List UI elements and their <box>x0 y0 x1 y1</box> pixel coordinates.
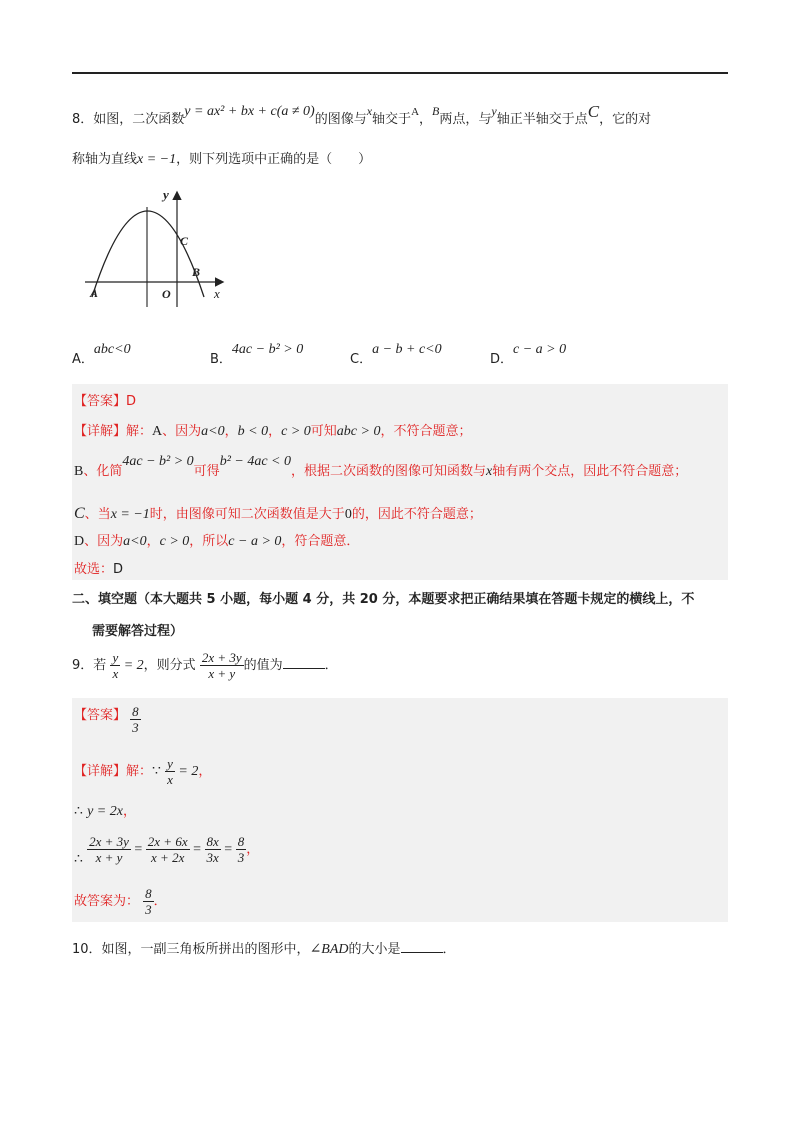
detail-label: 【详解】 <box>74 424 127 439</box>
option-label: D． <box>490 352 514 367</box>
option-label: A． <box>72 352 94 367</box>
text: 轴正半轴交于点 <box>496 112 588 127</box>
text: ， <box>122 804 136 819</box>
parabola-graph <box>80 185 230 310</box>
text: 若 <box>93 658 107 673</box>
text: ， <box>246 842 260 857</box>
equals: = <box>189 842 205 857</box>
text: ，则分式 <box>143 658 196 673</box>
math: c − a > 0 <box>228 534 282 549</box>
answer-label: 【答案】 <box>74 394 127 409</box>
text: ． <box>324 658 338 673</box>
denominator: x + y <box>95 850 123 865</box>
text: 轴交于 <box>372 112 412 127</box>
answer-blank[interactable] <box>283 656 325 669</box>
option-d <box>490 342 567 368</box>
numerator: y <box>112 650 119 665</box>
question-8-line2 <box>72 152 371 168</box>
text: 时，由图像可知二次函数值是大于 <box>149 507 345 522</box>
text: 称轴为直线 <box>72 152 138 167</box>
math: b < 0 <box>237 424 269 439</box>
question-number: 9． <box>72 658 94 673</box>
numerator: 2x + 3y <box>201 650 242 665</box>
fraction <box>236 834 247 865</box>
text: 轴有两个交点，因此不符合题意； <box>492 464 688 479</box>
fraction <box>146 834 190 865</box>
fraction <box>87 834 131 865</box>
text: 的值为 <box>243 658 283 673</box>
text: 的大小是 <box>348 942 401 957</box>
fraction-y-over-x <box>110 650 120 681</box>
graph-label-b: B <box>192 265 201 279</box>
answer-label: 【答案】 <box>74 708 127 723</box>
text: 解： <box>126 424 153 439</box>
top-rule <box>72 72 728 74</box>
graph-label-a: A <box>90 286 99 300</box>
numerator: 8 <box>145 886 152 901</box>
q9-detail-3 <box>74 834 259 865</box>
graph-label-x: x <box>214 286 220 301</box>
point-a: A <box>411 106 420 118</box>
math: = 2 <box>174 764 199 779</box>
q8-detail-b <box>74 454 688 480</box>
denominator: 3 <box>237 850 245 865</box>
question-8-line1 <box>72 102 652 128</box>
text: ， <box>198 764 212 779</box>
math: x = −1 <box>110 507 150 522</box>
math: x <box>486 464 493 479</box>
denominator: x <box>167 772 173 787</box>
text: ， <box>146 534 160 549</box>
math: 4ac − b² > 0 <box>122 454 194 469</box>
symmetry-axis-expression: x = −1 <box>137 152 177 167</box>
denominator: x <box>112 666 119 681</box>
text: 可知 <box>310 424 337 439</box>
text: ，所以 <box>189 534 229 549</box>
text: 故选： <box>74 562 114 577</box>
text: ， <box>268 424 282 439</box>
text: ，不符合题意； <box>380 424 472 439</box>
q9-answer <box>74 704 141 735</box>
point-c: C <box>587 102 600 121</box>
section-2-heading <box>72 592 694 608</box>
equals: = <box>220 842 236 857</box>
q9-detail-2 <box>74 804 136 820</box>
text: ，根据二次函数的图像可知函数与 <box>291 464 487 479</box>
therefore-symbol: ∴ <box>74 804 83 819</box>
text: 、因为 <box>162 424 202 439</box>
denominator: 3x <box>206 850 219 865</box>
q8-answer-block <box>72 384 728 580</box>
because-symbol: ∵ <box>152 764 161 779</box>
numerator: 8 <box>237 834 245 849</box>
option-expression: 4ac − b² > 0 <box>231 342 304 357</box>
fraction <box>165 756 175 787</box>
text: ， <box>224 424 238 439</box>
numerator: y <box>167 756 173 771</box>
denominator: x + 2x <box>151 850 185 865</box>
text: 故答案为： <box>74 894 140 909</box>
math: c > 0 <box>159 534 190 549</box>
text: 、化简 <box>83 464 123 479</box>
text: 如图，二次函数 <box>93 112 185 127</box>
function-expression: y = ax² + bx + c(a ≠ 0) <box>184 104 315 119</box>
text: 、当 <box>84 507 111 522</box>
fraction <box>205 834 221 865</box>
text: 的图像与 <box>314 112 367 127</box>
option-label: C． <box>350 352 373 367</box>
text: ，则下列选项中正确的是（ ） <box>176 152 372 167</box>
text: D <box>74 534 85 549</box>
therefore-symbol: ∴ <box>74 852 83 867</box>
q9-answer-block <box>72 698 728 922</box>
text: 如图，一副三角板所拼出的图形中， <box>101 942 310 957</box>
option-expression: a − b + c<0 <box>372 342 442 357</box>
option-c <box>350 342 442 368</box>
text: ，它的对 <box>599 112 652 127</box>
section-2-heading-cont <box>92 624 183 640</box>
numerator: 8 <box>132 704 139 719</box>
angle-bad: ∠BAD <box>309 942 349 957</box>
q9-final <box>74 886 167 917</box>
q8-detail-c <box>74 506 482 523</box>
text: B <box>74 464 84 479</box>
var-x: x <box>366 104 373 118</box>
answer-value: D <box>126 394 137 409</box>
q8-choose <box>74 562 123 578</box>
question-9 <box>72 650 338 681</box>
point-b: B <box>432 104 440 118</box>
answer-blank[interactable] <box>401 940 443 953</box>
denominator: 3 <box>132 720 139 735</box>
numerator: 2x + 6x <box>147 834 188 849</box>
var-y: y <box>491 104 497 118</box>
text: A <box>152 424 163 439</box>
math: c > 0 <box>281 424 311 439</box>
text: 二、填空题（本大题共 5 小题，每小题 4 分，共 20 分，本题要求把正确结果填在答题卡规定的横线上，不 <box>72 592 695 607</box>
math: a<0 <box>123 534 147 549</box>
question-10 <box>72 940 456 958</box>
question-number: 10． <box>72 942 102 957</box>
text: ． <box>153 894 167 909</box>
math: y = 2x <box>87 804 123 819</box>
q8-detail-d <box>74 534 359 550</box>
math: b² − 4ac < 0 <box>219 454 291 469</box>
text: ，符合题意． <box>281 534 360 549</box>
answer-fraction <box>130 704 141 735</box>
numerator: 8x <box>206 834 219 849</box>
text: 需要解答过程） <box>92 624 184 639</box>
math: = 2 <box>120 658 144 673</box>
detail-label: 【详解】 <box>74 764 127 779</box>
graph-label-y: y <box>163 187 169 202</box>
math: 0 <box>344 507 352 522</box>
option-a <box>72 342 131 368</box>
math: a<0 <box>201 424 225 439</box>
numerator: 2x + 3y <box>89 834 129 849</box>
option-label: B． <box>210 352 232 367</box>
equals: = <box>130 842 146 857</box>
text: ， <box>419 112 433 127</box>
final-fraction <box>143 886 154 917</box>
q8-detail-a <box>74 424 471 440</box>
text: 两点，与 <box>439 112 492 127</box>
graph-label-c: C <box>180 234 189 248</box>
choose-value: D <box>113 562 124 577</box>
text: C <box>74 505 85 522</box>
denominator: x + y <box>208 666 236 681</box>
option-expression: abc<0 <box>93 342 131 357</box>
option-b <box>210 342 304 368</box>
text: 的，因此不符合题意； <box>351 507 482 522</box>
question-number: 8． <box>72 112 94 127</box>
text: ． <box>442 942 456 957</box>
text: 解： <box>126 764 153 779</box>
math: abc > 0 <box>336 424 381 439</box>
text: 、因为 <box>84 534 124 549</box>
option-expression: c − a > 0 <box>513 342 567 357</box>
q9-detail-1 <box>74 756 211 787</box>
text: 可得 <box>193 464 220 479</box>
graph-label-o: O <box>162 287 171 301</box>
parabola-curve <box>92 211 204 297</box>
fraction-expression <box>200 650 244 681</box>
q8-answer <box>74 394 136 410</box>
denominator: 3 <box>145 902 152 917</box>
